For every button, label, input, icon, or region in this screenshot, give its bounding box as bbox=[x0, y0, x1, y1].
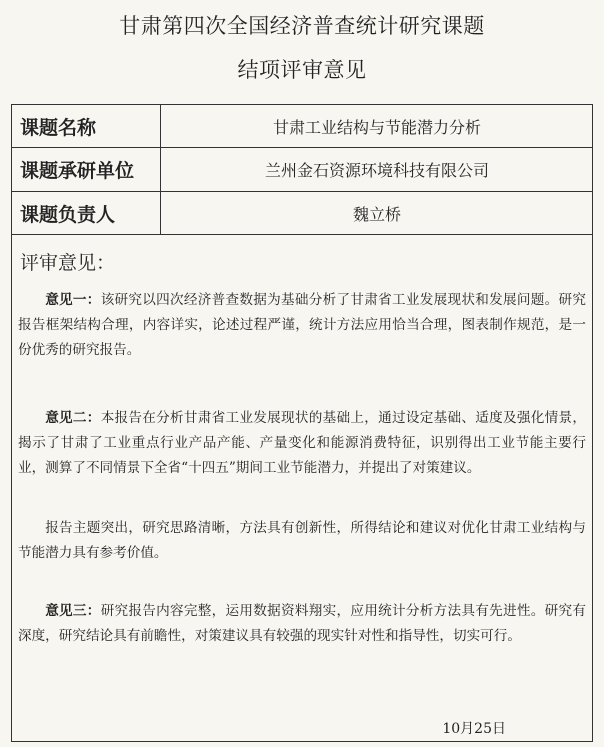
column-divider bbox=[160, 148, 161, 191]
column-divider bbox=[160, 192, 161, 234]
project-leader-value: 魏立桥 bbox=[352, 204, 401, 224]
document-title: 甘肃第四次全国经济普查统计研究课题 bbox=[119, 14, 485, 38]
row-project-leader bbox=[12, 192, 592, 235]
research-unit-value: 兰州金石资源环境科技有限公司 bbox=[264, 161, 489, 180]
opinion-three-text: 研究报告内容完整，运用数据资料翔实，应用统计分析方法具有先进性。研究有深度，研究结论具有前瞻性，对策建议具有较强的现实针对性和指导性，切实可行。 bbox=[18, 603, 587, 644]
opinion-two-extra: 报告主题突出，研究思路清晰，方法具有创新性，所得结论和建议对优化甘肃工业结构与节能潜力具有参考价值。 bbox=[18, 520, 586, 561]
opinion-two bbox=[18, 406, 586, 481]
research-unit-label: 课题承研单位 bbox=[20, 160, 135, 182]
review-date: 10月25日 bbox=[442, 721, 506, 737]
review-opinions-heading: 评审意见： bbox=[20, 252, 116, 274]
project-leader-label: 课题负责人 bbox=[20, 203, 116, 226]
column-divider bbox=[160, 105, 161, 147]
opinion-two-label: 意见二： bbox=[45, 410, 101, 426]
row-project-name bbox=[12, 105, 592, 148]
opinion-one-label: 意见一： bbox=[45, 292, 101, 308]
opinion-one bbox=[18, 288, 586, 363]
opinion-two-text: 本报告在分析甘肃省工业发展现状的基础上，通过设定基础、适度及强化情景，揭示了甘肃了工业重点行业产品产能、产量变化和能源消费特征，识别得出工业节能主要行业，测算了不同情景下全省“十四五”期间工业节能潜力，并提出了对策建议。 bbox=[18, 410, 587, 476]
document-subtitle: 结项评审意见 bbox=[237, 58, 367, 82]
opinion-one-text: 该研究以四次经济普查数据为基础分析了甘肃省工业发展现状和发展问题。研究报告框架结构合理，内容详实，论述过程严谨，统计方法应用恰当合理，图表制作规范，是一份优秀的研究报告。 bbox=[18, 292, 587, 358]
opinion-three-label: 意见三： bbox=[45, 603, 101, 619]
row-research-unit bbox=[12, 148, 592, 192]
opinion-three bbox=[18, 599, 586, 649]
project-name-value: 甘肃工业结构与节能潜力分析 bbox=[272, 117, 481, 137]
review-form bbox=[11, 104, 593, 742]
project-name-label: 课题名称 bbox=[20, 116, 97, 139]
